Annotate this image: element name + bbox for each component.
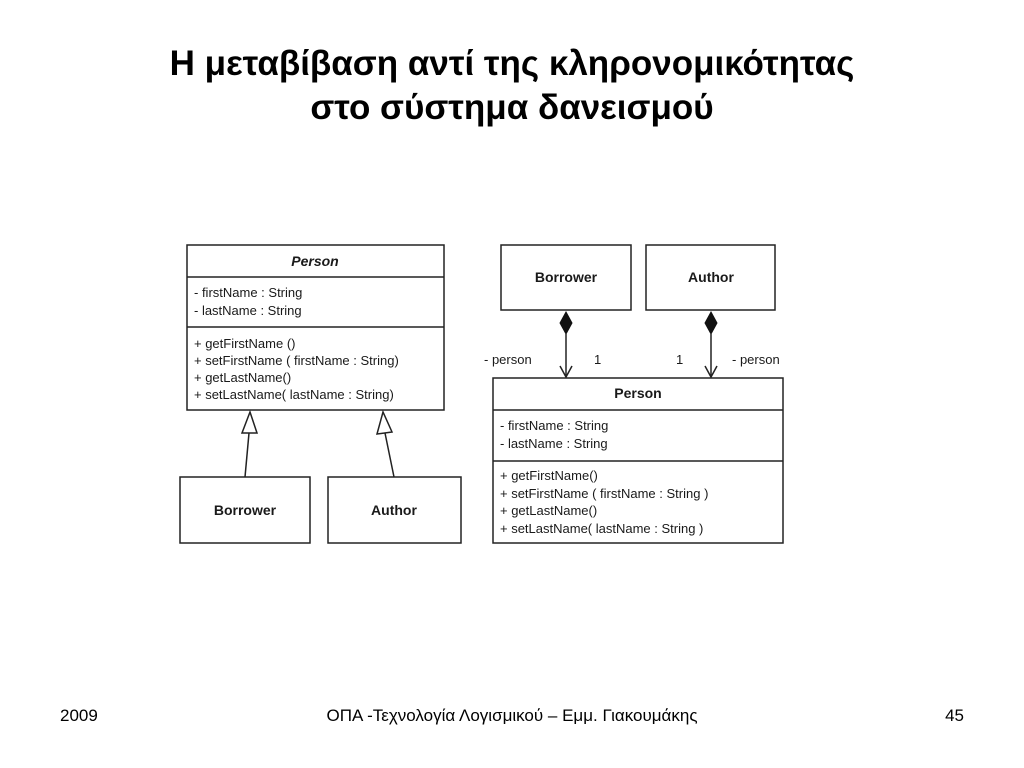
- left-author-name: Author: [371, 502, 417, 518]
- right-person-op-2: + setFirstName ( firstName : String ): [500, 486, 709, 501]
- title-line-1: Η μεταβίβαση αντί της κληρονομικότητας: [169, 44, 855, 83]
- left-person-class: [187, 245, 444, 410]
- right-person-op-1: + getFirstName(): [500, 468, 598, 483]
- left-borrower-class: [180, 477, 310, 543]
- left-person-op-3: + getLastName(): [194, 370, 292, 385]
- title-line-2: στο σύστημα δανεισμού: [310, 88, 714, 127]
- right-multiplicity: 1: [676, 352, 684, 367]
- right-person-class-name: Person: [614, 385, 662, 401]
- right-author-class: [646, 245, 775, 310]
- generalization-arrow-author: [377, 412, 394, 477]
- right-author-name: Author: [688, 269, 734, 285]
- footer-course: ΟΠΑ -Τεχνολογία Λογισμικού – Εμμ. Γιακουμάκης: [326, 706, 698, 725]
- composition-arrow-author: [705, 312, 717, 377]
- right-role-label: - person: [732, 352, 780, 367]
- composition-arrow-borrower: [560, 312, 572, 377]
- right-borrower-name: Borrower: [534, 269, 598, 285]
- left-role-label: - person: [484, 352, 532, 367]
- footer-page-number: 45: [945, 706, 964, 725]
- left-person-op-2: + setFirstName ( firstName : String): [194, 353, 399, 368]
- right-person-op-4: + setLastName( lastName : String ): [500, 521, 704, 536]
- left-person-op-1: + getFirstName (): [194, 336, 296, 351]
- right-borrower-class: [501, 245, 631, 310]
- left-person-attr-1: - firstName : String: [194, 285, 303, 300]
- left-multiplicity: 1: [594, 352, 602, 367]
- left-borrower-name: Borrower: [213, 502, 277, 518]
- left-diagram: [180, 245, 461, 543]
- generalization-arrow-borrower: [242, 412, 257, 477]
- left-person-class-name: Person: [291, 253, 339, 269]
- left-author-class: [328, 477, 461, 543]
- right-person-attr-1: - firstName : String: [500, 418, 609, 433]
- left-person-op-4: + setLastName( lastName : String): [194, 387, 394, 402]
- left-person-attr-2: - lastName : String: [194, 303, 302, 318]
- right-person-class: [493, 378, 783, 543]
- right-person-op-3: + getLastName(): [500, 503, 598, 518]
- right-diagram: [484, 245, 783, 543]
- right-person-attr-2: - lastName : String: [500, 436, 608, 451]
- footer-year: 2009: [60, 706, 98, 725]
